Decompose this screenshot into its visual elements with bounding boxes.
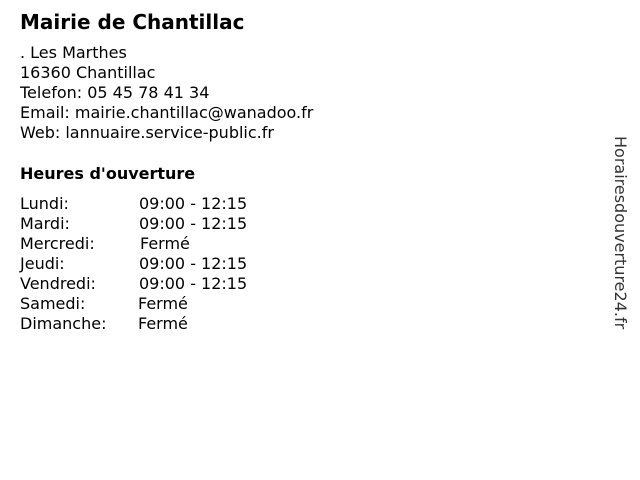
day-label: Samedi:: [20, 294, 86, 313]
hours-value: Fermé: [138, 294, 188, 313]
hours-row-monday: [20, 194, 280, 214]
hours-value: 09:00 - 12:15: [139, 274, 248, 293]
hours-row-sunday: [20, 314, 280, 334]
hours-value: Fermé: [140, 234, 190, 253]
website: Web: lannuaire.service-public.fr: [20, 123, 274, 142]
site-brand-vertical: Horairesdouverture24.fr: [611, 136, 630, 330]
hours-heading: Heures d'ouverture: [20, 164, 196, 183]
hours-value: Fermé: [138, 314, 188, 333]
hours-table: [20, 194, 280, 334]
page-title: Mairie de Chantillac: [20, 10, 245, 34]
hours-row-thursday: [20, 254, 280, 274]
hours-row-saturday: [20, 294, 280, 314]
hours-row-friday: [20, 274, 280, 294]
street-address: . Les Marthes: [20, 43, 127, 62]
city-address: 16360 Chantillac: [20, 63, 156, 82]
email-address: Email: mairie.chantillac@wanadoo.fr: [20, 103, 314, 122]
hours-row-wednesday: [20, 234, 280, 254]
hours-value: 09:00 - 12:15: [139, 254, 248, 273]
hours-row-tuesday: [20, 214, 280, 234]
address-block: [20, 43, 313, 143]
day-label: Mardi:: [20, 214, 70, 233]
day-label: Dimanche:: [20, 314, 107, 333]
day-label: Jeudi:: [20, 254, 65, 273]
day-label: Lundi:: [20, 194, 69, 213]
hours-value: 09:00 - 12:15: [139, 214, 248, 233]
phone-number: Telefon: 05 45 78 41 34: [20, 83, 210, 102]
day-label: Vendredi:: [20, 274, 96, 293]
hours-value: 09:00 - 12:15: [139, 194, 248, 213]
day-label: Mercredi:: [20, 234, 95, 253]
